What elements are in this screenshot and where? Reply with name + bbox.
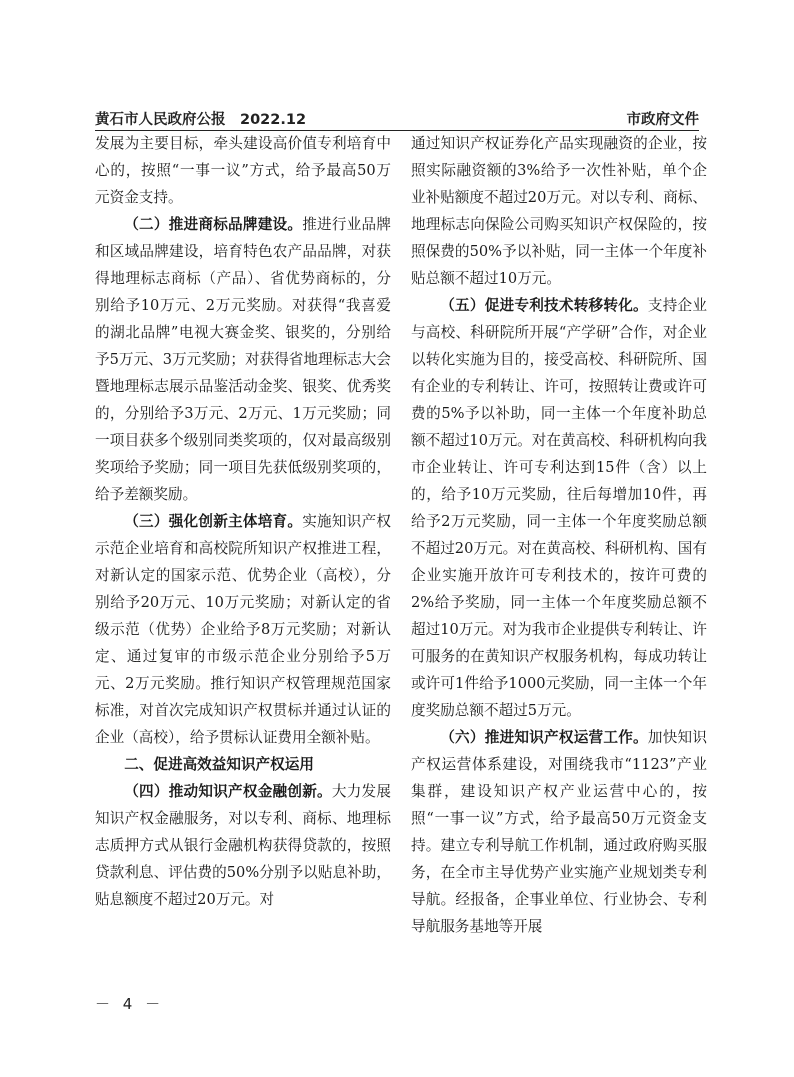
running-header — [95, 108, 699, 131]
paragraph — [411, 292, 707, 724]
section-label: 市政府文件 — [626, 112, 699, 128]
left-column — [95, 130, 391, 970]
paragraph — [95, 211, 391, 508]
paragraph-lead: （二）推进商标品牌建设。 — [124, 216, 303, 233]
paragraph-lead: （六）推进知识产权运营工作。 — [440, 729, 648, 746]
paragraph-body: 支持企业与高校、科研院所开展“产学研”合作，对企业以转化实施为目的，接受高校、科研院所、国有企业的专利转让、许可，按照转让费或许可费的5%予以补助，同一主体一个年度补助总额不超过10万元。对在黄高校、科研机构向我市企业转让、许可专利达到15件（含）以上的，给予10万元奖励，往后每增加10件，再给予2万元奖励，同一主体一个年度奖励总额不超过20万元。对在黄高校、科研机构、国有企业实施开放许可专利技术的，按许可费的2%给予奖励，同一主体一个年度奖励总额不超过10万元。对为我市企业提供专利转让、许可服务的在黄知识产权服务机构，每成功转让或许可1件给予1000元奖励，同一主体一个年度奖励总额不超过5万元。 — [411, 297, 707, 719]
paragraph-lead: （三）强化创新主体培育。 — [124, 513, 303, 530]
paragraph-lead: （五）促进专利技术转移转化。 — [440, 297, 648, 314]
section-heading: 二、促进高效益知识产权运用 — [124, 756, 314, 773]
right-column — [411, 130, 707, 970]
paragraph-body: 推进行业品牌和区域品牌建设，培育特色农产品品牌，对获得地理标志商标（产品）、省优势商标的，分别给予10万元、2万元奖励。对获得“我喜爱的湖北品牌”电视大赛金奖、银奖的，分别给予5万元、3万元奖励；对获得省地理标志大会暨地理标志展示品鉴活动金奖、银奖、优秀奖的，分别给予3万元、2万元、1万元奖励；同一项目获多个级别同类奖项的，仅对最高级别奖项给予奖励；同一项目先获低级别奖项的，给予差额奖励。 — [95, 216, 391, 503]
paragraph-body: 大力发展知识产权金融服务，对以专利、商标、地理标志质押方式从银行金融机构获得贷款的，按照贷款利息、评估费的50%分别予以贴息补助，贴息额度不超过20万元。对 — [95, 783, 391, 908]
paragraph-body: 加快知识产权运营体系建设，对围绕我市“1123”产业集群，建设知识产权产业运营中心的，按照“一事一议”方式，给予最高50万元资金支持。建立专利导航工作机制，通过政府购买服务，在全市主导优势产业实施产业规划类专利导航。经报备，企事业单位、行业协会、专利导航服务基地等开展 — [411, 729, 707, 935]
paragraph — [95, 778, 391, 913]
paragraph-lead: （四）推动知识产权金融创新。 — [124, 783, 332, 800]
paragraph-body: 实施知识产权示范企业培育和高校院所知识产权推进工程，对新认定的国家示范、优势企业（高校），分别给予20万元、10万元奖励；对新认定的省级示范（优势）企业给予8万元奖励；对新认定、通过复审的市级示范企业分别给予5万元、2万元奖励。推行知识产权管理规范国家标准，对首次完成知识产权贯标并通过认证的企业（高校），给予贯标认证费用全额补贴。 — [95, 513, 391, 746]
paragraph: 发展为主要目标，牵头建设高价值专利培育中心的，按照“一事一议”方式，给予最高50万元资金支持。 — [95, 135, 391, 206]
page-number: － 4 － — [95, 995, 165, 1013]
paragraph — [95, 508, 391, 751]
publication-title: 黄石市人民政府公报 2022.12 — [95, 112, 307, 128]
paragraph: 通过知识产权证券化产品实现融资的企业，按照实际融资额的3%给予一次性补贴，单个企业补贴额度不超过20万元。对以专利、商标、地理标志向保险公司购买知识产权保险的，按照保费的50%予以补贴，同一主体一个年度补贴总额不超过10万元。 — [411, 135, 707, 287]
paragraph — [411, 724, 707, 940]
